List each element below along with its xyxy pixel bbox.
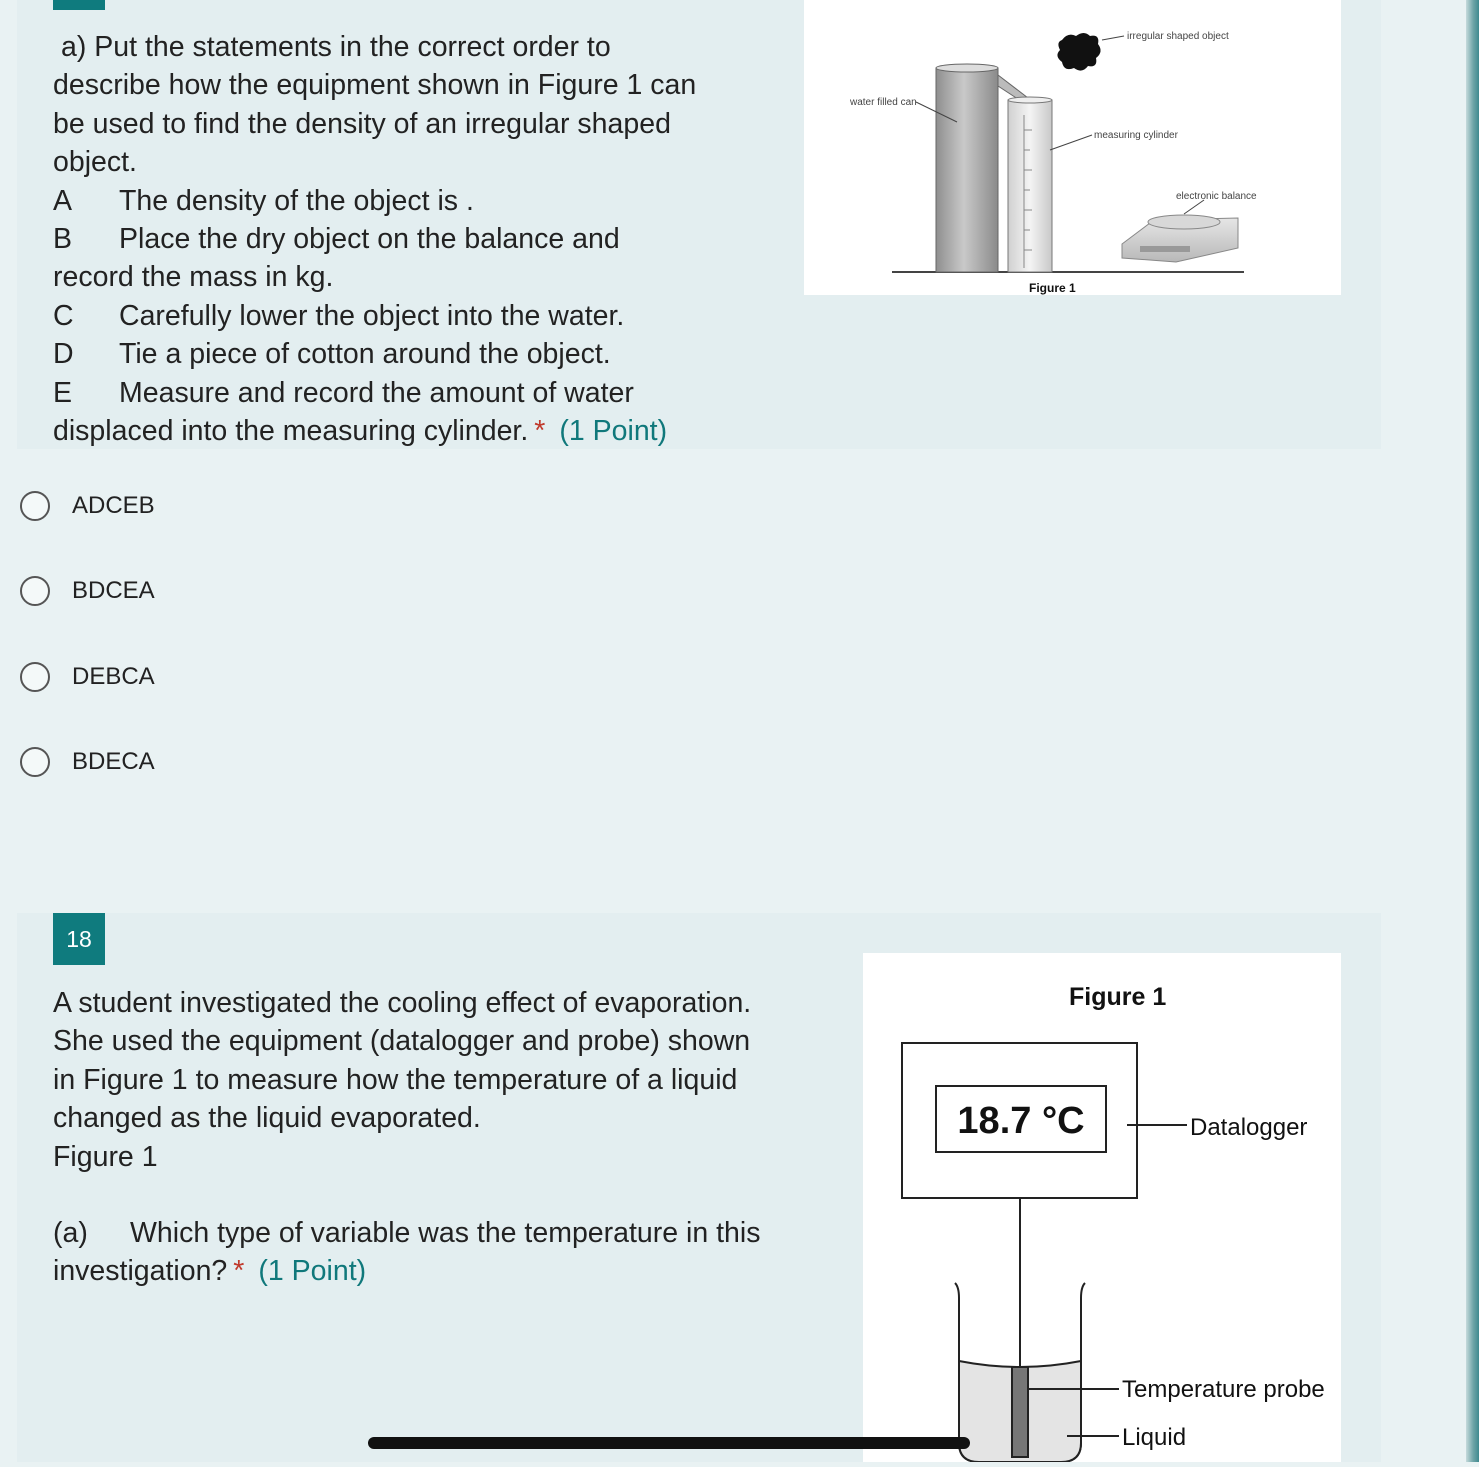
temperature-probe [1012, 1367, 1028, 1457]
label-water-can: water filled can [850, 97, 917, 108]
temperature-reading: 18.7 °C [957, 1100, 1085, 1142]
question-line: be used to find the density of an irregular shaped [53, 107, 671, 140]
statement-b-continued: record the mass in kg. [53, 261, 334, 294]
label-electronic-balance: electronic balance [1176, 191, 1257, 202]
statement-b: B Place the dry object on the balance and [53, 223, 620, 256]
datalogger-figure [863, 953, 1341, 1462]
question-line: a) Put the statements in the correct order to [61, 31, 611, 63]
question-line: in Figure 1 to measure how the temperature of a liquid [53, 1063, 738, 1096]
irregular-object [1057, 33, 1100, 71]
option-debca[interactable] [20, 657, 155, 697]
question-line: She used the equipment (datalogger and probe) shown [53, 1025, 751, 1058]
option-label: DEBCA [72, 663, 155, 690]
question-17-text [53, 28, 696, 450]
window-edge [1466, 0, 1479, 1462]
question-17-badge [53, 0, 105, 10]
figure-caption: Figure 1 [1029, 281, 1076, 295]
subpart-text-continued: investigation? [53, 1255, 228, 1288]
option-label: ADCEB [72, 492, 155, 519]
points-label: (1 Point) [258, 1255, 367, 1288]
option-bdcea[interactable] [20, 571, 155, 611]
points-label: (1 Point) [559, 415, 668, 448]
option-label: BDECA [72, 748, 155, 775]
question-line: describe how the equipment shown in Figure 1 can [53, 69, 697, 102]
statement-e: E Measure and record the amount of water [53, 376, 634, 409]
question-line: changed as the liquid evaporated. [53, 1102, 481, 1135]
home-indicator[interactable] [368, 1437, 970, 1449]
label-measuring-cylinder: measuring cylinder [1094, 130, 1178, 141]
option-bdeca[interactable] [20, 742, 155, 782]
question-line: Figure 1 [53, 1140, 158, 1173]
label-liquid: Liquid [1122, 1424, 1187, 1451]
radio-button[interactable] [20, 747, 50, 777]
option-adceb[interactable] [20, 486, 155, 526]
statement-c: C Carefully lower the object into the water. [53, 299, 625, 332]
statement-e-continued: displaced into the measuring cylinder. * (1 Point) [53, 415, 668, 448]
radio-button[interactable] [20, 491, 50, 521]
statement-a: A The density of the object is . [53, 184, 474, 217]
question-line: object. [53, 146, 137, 179]
label-irregular-object: irregular shaped object [1127, 31, 1229, 42]
statement-d: D Tie a piece of cotton around the object. [53, 338, 611, 371]
electronic-balance [1122, 215, 1238, 262]
question-line: A student investigated the cooling effect of evaporation. [53, 987, 752, 1019]
density-equipment-figure [804, 0, 1341, 295]
figure-title: Figure 1 [1069, 983, 1167, 1011]
question-18-text [53, 984, 751, 1176]
radio-button[interactable] [20, 662, 50, 692]
subpart-text: Which type of variable was the temperature in this [130, 1217, 761, 1249]
required-asterisk: * [534, 415, 546, 448]
option-label: BDCEA [72, 577, 155, 604]
required-asterisk: * [233, 1255, 245, 1288]
label-temperature-probe: Temperature probe [1122, 1376, 1325, 1403]
subpart-label: (a) [53, 1217, 88, 1249]
measuring-cylinder [1008, 97, 1052, 272]
question-18-subpart [53, 1214, 760, 1291]
question-number-badge: 18 [53, 913, 105, 965]
label-datalogger: Datalogger [1190, 1114, 1308, 1141]
radio-button[interactable] [20, 576, 50, 606]
